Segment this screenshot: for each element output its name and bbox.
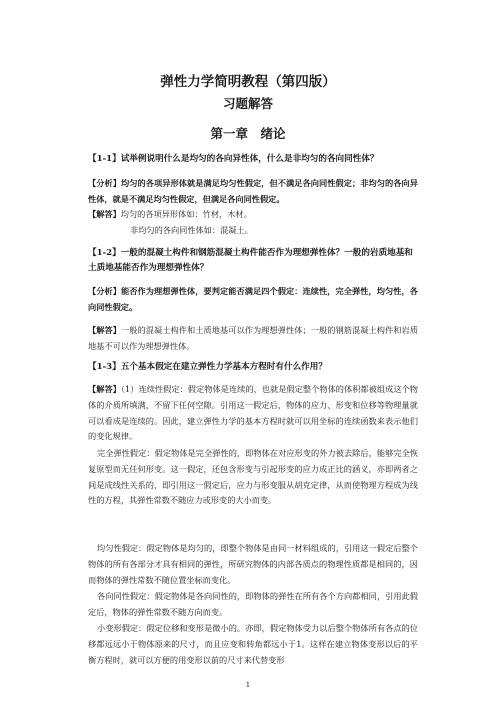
analysis-tag: 【分析】	[88, 286, 122, 296]
answer-tag: 【解答】	[88, 384, 121, 394]
answer-1-3-para5: 小变形假定：假定位移和变形是微小的。亦即，假定物体受力以后整个物体所有各点的位移都远远小于物体原来的尺寸，而且应变和转角都远小于1。这样在建立物体变形以后的平衡方程时，就可以方便的用变形以前的尺寸来代替变形	[88, 623, 418, 665]
question-1-3: 【1-3】五个基本假定在建立弹性力学基本方程时有什么作用？	[88, 362, 327, 372]
answer-1-2	[88, 323, 418, 355]
analysis-text: 均匀的各项异形体就是满足均匀性假定，但不满足各向同性假定；非均匀的各向异性体，就是不满足均匀性假定，但满足各向同性假定。	[88, 178, 418, 204]
answer-1-1-line2: 非均匀的各向同性体如：混凝土。	[130, 225, 253, 235]
question-1-1: 【1-1】试举例说明什么是均匀的各向异性体，什么是非均匀的各向同性体？	[88, 154, 379, 164]
answer-text-1: 均匀的各项异形体如：竹材，木材。	[120, 209, 252, 219]
answer-1-3-para3: 均匀性假定：假定物体是均匀的，即整个物体是由同一材料组成的，引用这一假定后整个物体的所有各部分才具有相同的弹性，所研究物体的内部各质点的物理性质都是相同的，因而物体的弹性常数不随位置坐标而变化。	[88, 543, 418, 585]
answer-1-3-para2: 完全弹性假定：假定物体是完全弹性的，即物体在对应形变的外力被去除后，能够完全恢复原型而无任何形变。这一假定，还包含形变与引起形变的应力成正比的涵义，亦即两者之间是成线性关系的，即引用这一假定后，应力与形变服从胡克定律，从而使物理方程成为线性的方程，其弹性常数不随应力或形变的大小而变。	[88, 448, 418, 506]
answer-text: 一般的混凝土构件和土质地基可以作为理想弹性体；一般的钢筋混凝土构件和岩质地基不可以作为理想弹性体。	[88, 325, 418, 351]
answer-1-3-para4: 各向同性假定：假定物体是各向同性的，即物体的弹性在所有各个方向都相同，引用此假定后，物体的弹性常数不随方向而变。	[88, 591, 418, 617]
answer-1-3-para1	[88, 382, 418, 445]
document-title: 弹性力学简明教程（第四版）	[160, 74, 336, 90]
analysis-1-2	[88, 284, 418, 316]
document-subtitle: 习题解答	[222, 96, 273, 111]
chapter-heading: 第一章 绪论	[210, 126, 286, 141]
analysis-1-1	[88, 176, 418, 208]
answer-text: （1）连续性假定：假定物体是连续的，也就是假定整个物体的体积都被组成这个物体的介质所填满，不留下任何空隙。引用这一假定后，物体的应力、形变和位移等物理量就可以看成是连续的。因此，建立弹性力学的基本方程时就可以用坐标的连续函数来表示他们的变化规律。	[88, 384, 418, 442]
answer-tag: 【解答】	[88, 209, 121, 219]
analysis-text: 能否作为理想弹性体，要判定能否满足四个假定：连续性，完全弹性，均匀性，各向同性假定。	[88, 286, 418, 312]
page-number: 1	[245, 681, 251, 689]
answer-1-1	[88, 207, 418, 223]
question-1-2: 【1-2】一般的混凝土构件和钢筋混凝土构件能否作为理想弹性体？一般的岩质地基和土质地基能否作为理想弹性体？	[88, 248, 413, 273]
analysis-tag: 【分析】	[88, 178, 122, 188]
answer-tag: 【解答】	[88, 325, 122, 335]
